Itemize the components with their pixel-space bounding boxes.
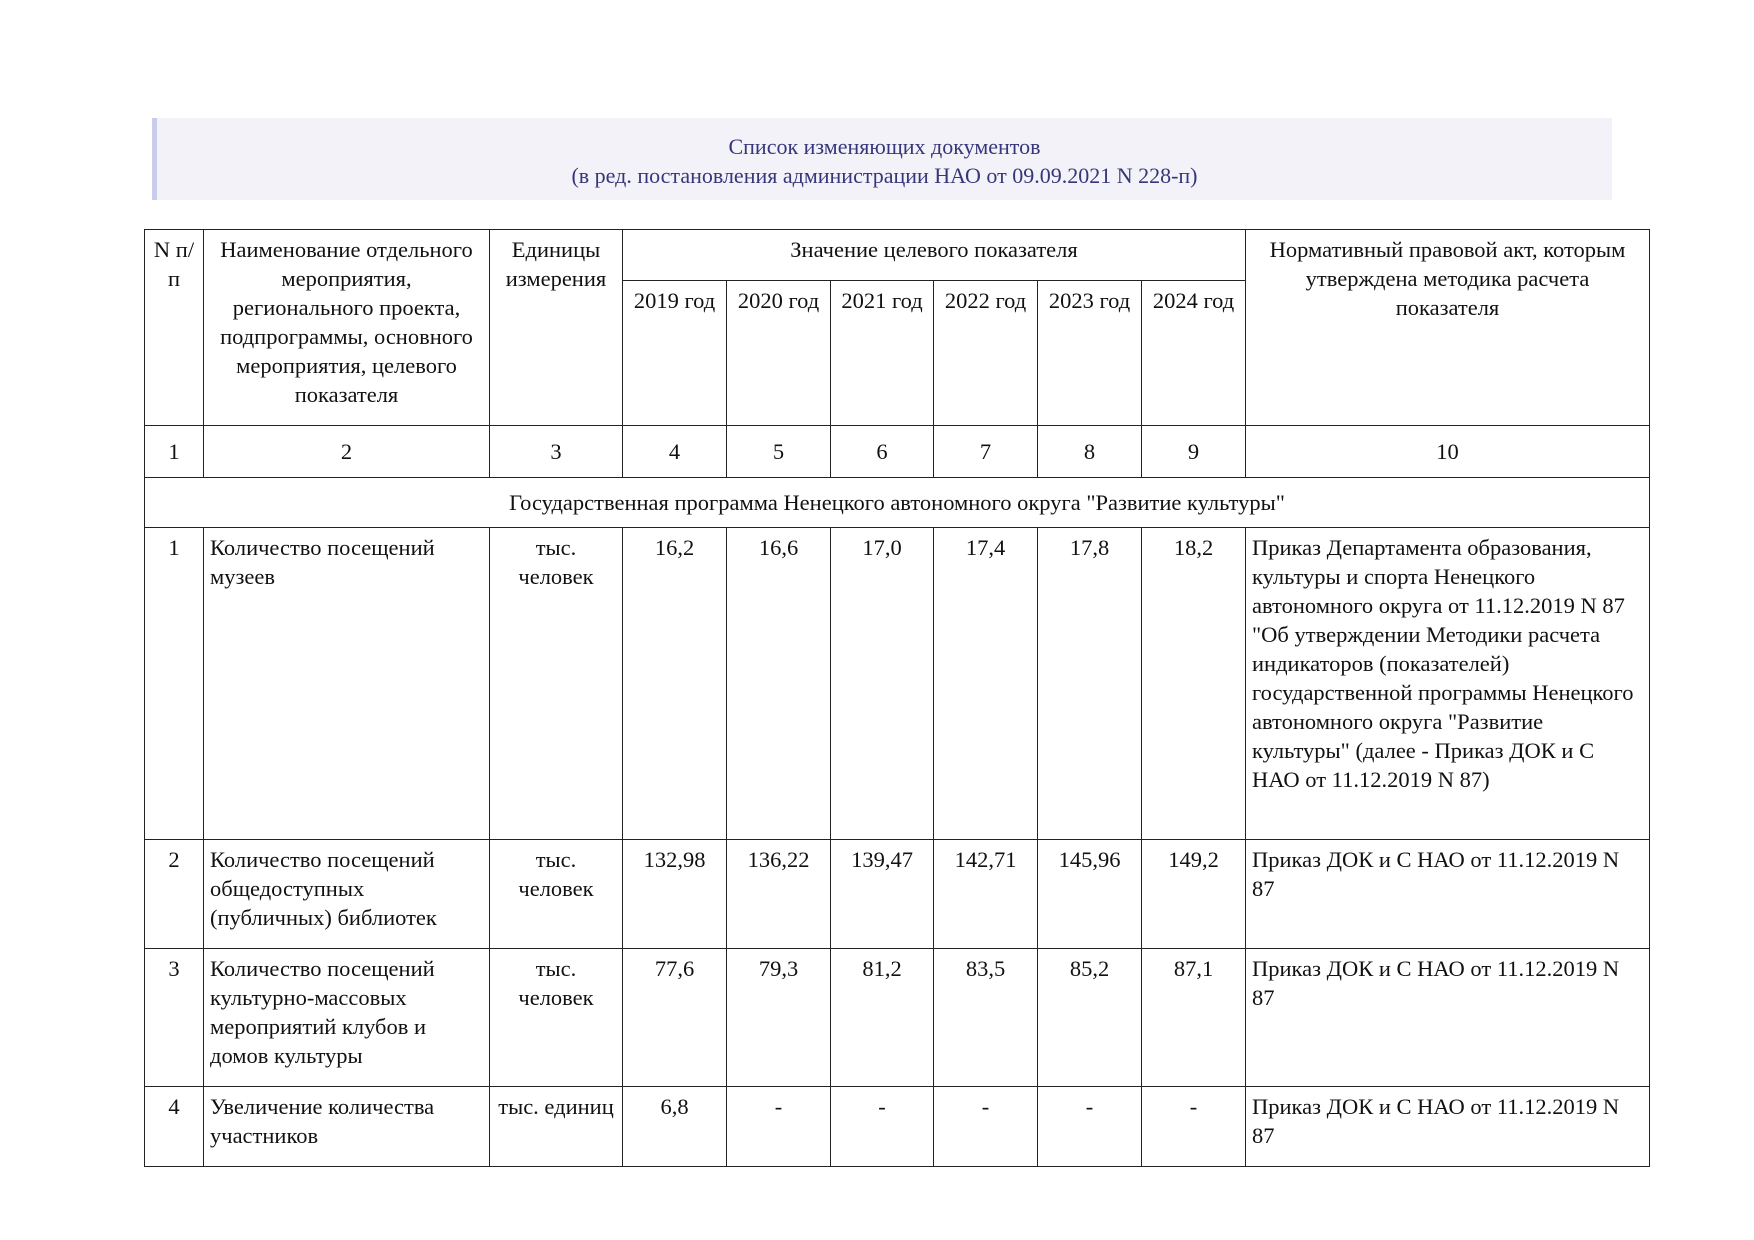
- row-unit: тыс. человек: [490, 840, 623, 949]
- banner-subtitle: (в ред. постановления администрации НАО от 09.09.2021 N 228-п): [571, 163, 1198, 188]
- header-year: 2023 год: [1038, 281, 1142, 426]
- row-act: Приказ ДОК и С НАО от 11.12.2019 N 87: [1246, 1087, 1650, 1167]
- row-value: 139,47: [831, 840, 934, 949]
- header-year: 2020 год: [727, 281, 831, 426]
- header-num: N п/п: [145, 230, 204, 426]
- row-value: 17,8: [1038, 528, 1142, 840]
- row-value: 142,71: [934, 840, 1038, 949]
- row-num: 1: [145, 528, 204, 840]
- column-number: 1: [145, 426, 204, 478]
- row-value: -: [1142, 1087, 1246, 1167]
- column-number: 7: [934, 426, 1038, 478]
- row-value: 136,22: [727, 840, 831, 949]
- row-num: 3: [145, 949, 204, 1087]
- column-number: 8: [1038, 426, 1142, 478]
- header-year: 2021 год: [831, 281, 934, 426]
- column-number: 9: [1142, 426, 1246, 478]
- row-value: 149,2: [1142, 840, 1246, 949]
- row-name: Количество посещений культурно-массовых мероприятий клубов и домов культуры: [204, 949, 490, 1087]
- column-number: 5: [727, 426, 831, 478]
- row-value: -: [1038, 1087, 1142, 1167]
- column-number: 6: [831, 426, 934, 478]
- row-value: 18,2: [1142, 528, 1246, 840]
- row-value: 132,98: [623, 840, 727, 949]
- row-name: Количество посещений общедоступных (публичных) библиотек: [204, 840, 490, 949]
- column-number: 4: [623, 426, 727, 478]
- table-row: [145, 528, 1650, 840]
- column-number: 2: [204, 426, 490, 478]
- header-value-group: Значение целевого показателя: [623, 230, 1246, 281]
- row-value: 81,2: [831, 949, 934, 1087]
- row-value: 79,3: [727, 949, 831, 1087]
- table-row: [145, 949, 1650, 1087]
- header-year: 2024 год: [1142, 281, 1246, 426]
- row-name: Количество посещений музеев: [204, 528, 490, 840]
- row-num: 4: [145, 1087, 204, 1167]
- row-value: -: [934, 1087, 1038, 1167]
- row-value: 87,1: [1142, 949, 1246, 1087]
- row-num: 2: [145, 840, 204, 949]
- amending-documents-banner: [152, 118, 1612, 200]
- target-indicators-table: [144, 229, 1650, 1167]
- banner-title: Список изменяющих документов: [728, 134, 1041, 159]
- table-row: [145, 840, 1650, 949]
- row-value: 145,96: [1038, 840, 1142, 949]
- row-value: 6,8: [623, 1087, 727, 1167]
- program-title: Государственная программа Ненецкого автономного округа "Развитие культуры": [145, 478, 1650, 528]
- row-value: 16,2: [623, 528, 727, 840]
- row-unit: тыс. человек: [490, 528, 623, 840]
- table-row: [145, 1087, 1650, 1167]
- row-value: 17,4: [934, 528, 1038, 840]
- row-name: Увеличение количества участников: [204, 1087, 490, 1167]
- header-year: 2019 год: [623, 281, 727, 426]
- row-value: 83,5: [934, 949, 1038, 1087]
- row-act: Приказ Департамента образования, культуры и спорта Ненецкого автономного округа от 11.12.2019 N 87 "Об утверждении Методики расчета индикаторов (показателей) государственной программы Ненецкого автономного округа "Развитие культуры" (далее - Приказ ДОК и С НАО от 11.12.2019 N 87): [1246, 528, 1650, 840]
- row-value: 77,6: [623, 949, 727, 1087]
- column-number: 10: [1246, 426, 1650, 478]
- row-value: 85,2: [1038, 949, 1142, 1087]
- row-value: 16,6: [727, 528, 831, 840]
- row-act: Приказ ДОК и С НАО от 11.12.2019 N 87: [1246, 840, 1650, 949]
- header-unit: Единицы измерения: [490, 230, 623, 426]
- column-number: 3: [490, 426, 623, 478]
- row-value: -: [727, 1087, 831, 1167]
- row-unit: тыс. единиц: [490, 1087, 623, 1167]
- row-unit: тыс. человек: [490, 949, 623, 1087]
- header-act: Нормативный правовой акт, которым утверждена методика расчета показателя: [1246, 230, 1650, 426]
- program-title-row: [145, 478, 1650, 528]
- header-name: Наименование отдельного мероприятия, регионального проекта, подпрограммы, основного мероприятия, целевого показателя: [204, 230, 490, 426]
- row-value: -: [831, 1087, 934, 1167]
- column-numbers-row: [145, 426, 1650, 478]
- header-row: [145, 230, 1650, 281]
- row-act: Приказ ДОК и С НАО от 11.12.2019 N 87: [1246, 949, 1650, 1087]
- row-value: 17,0: [831, 528, 934, 840]
- header-year: 2022 год: [934, 281, 1038, 426]
